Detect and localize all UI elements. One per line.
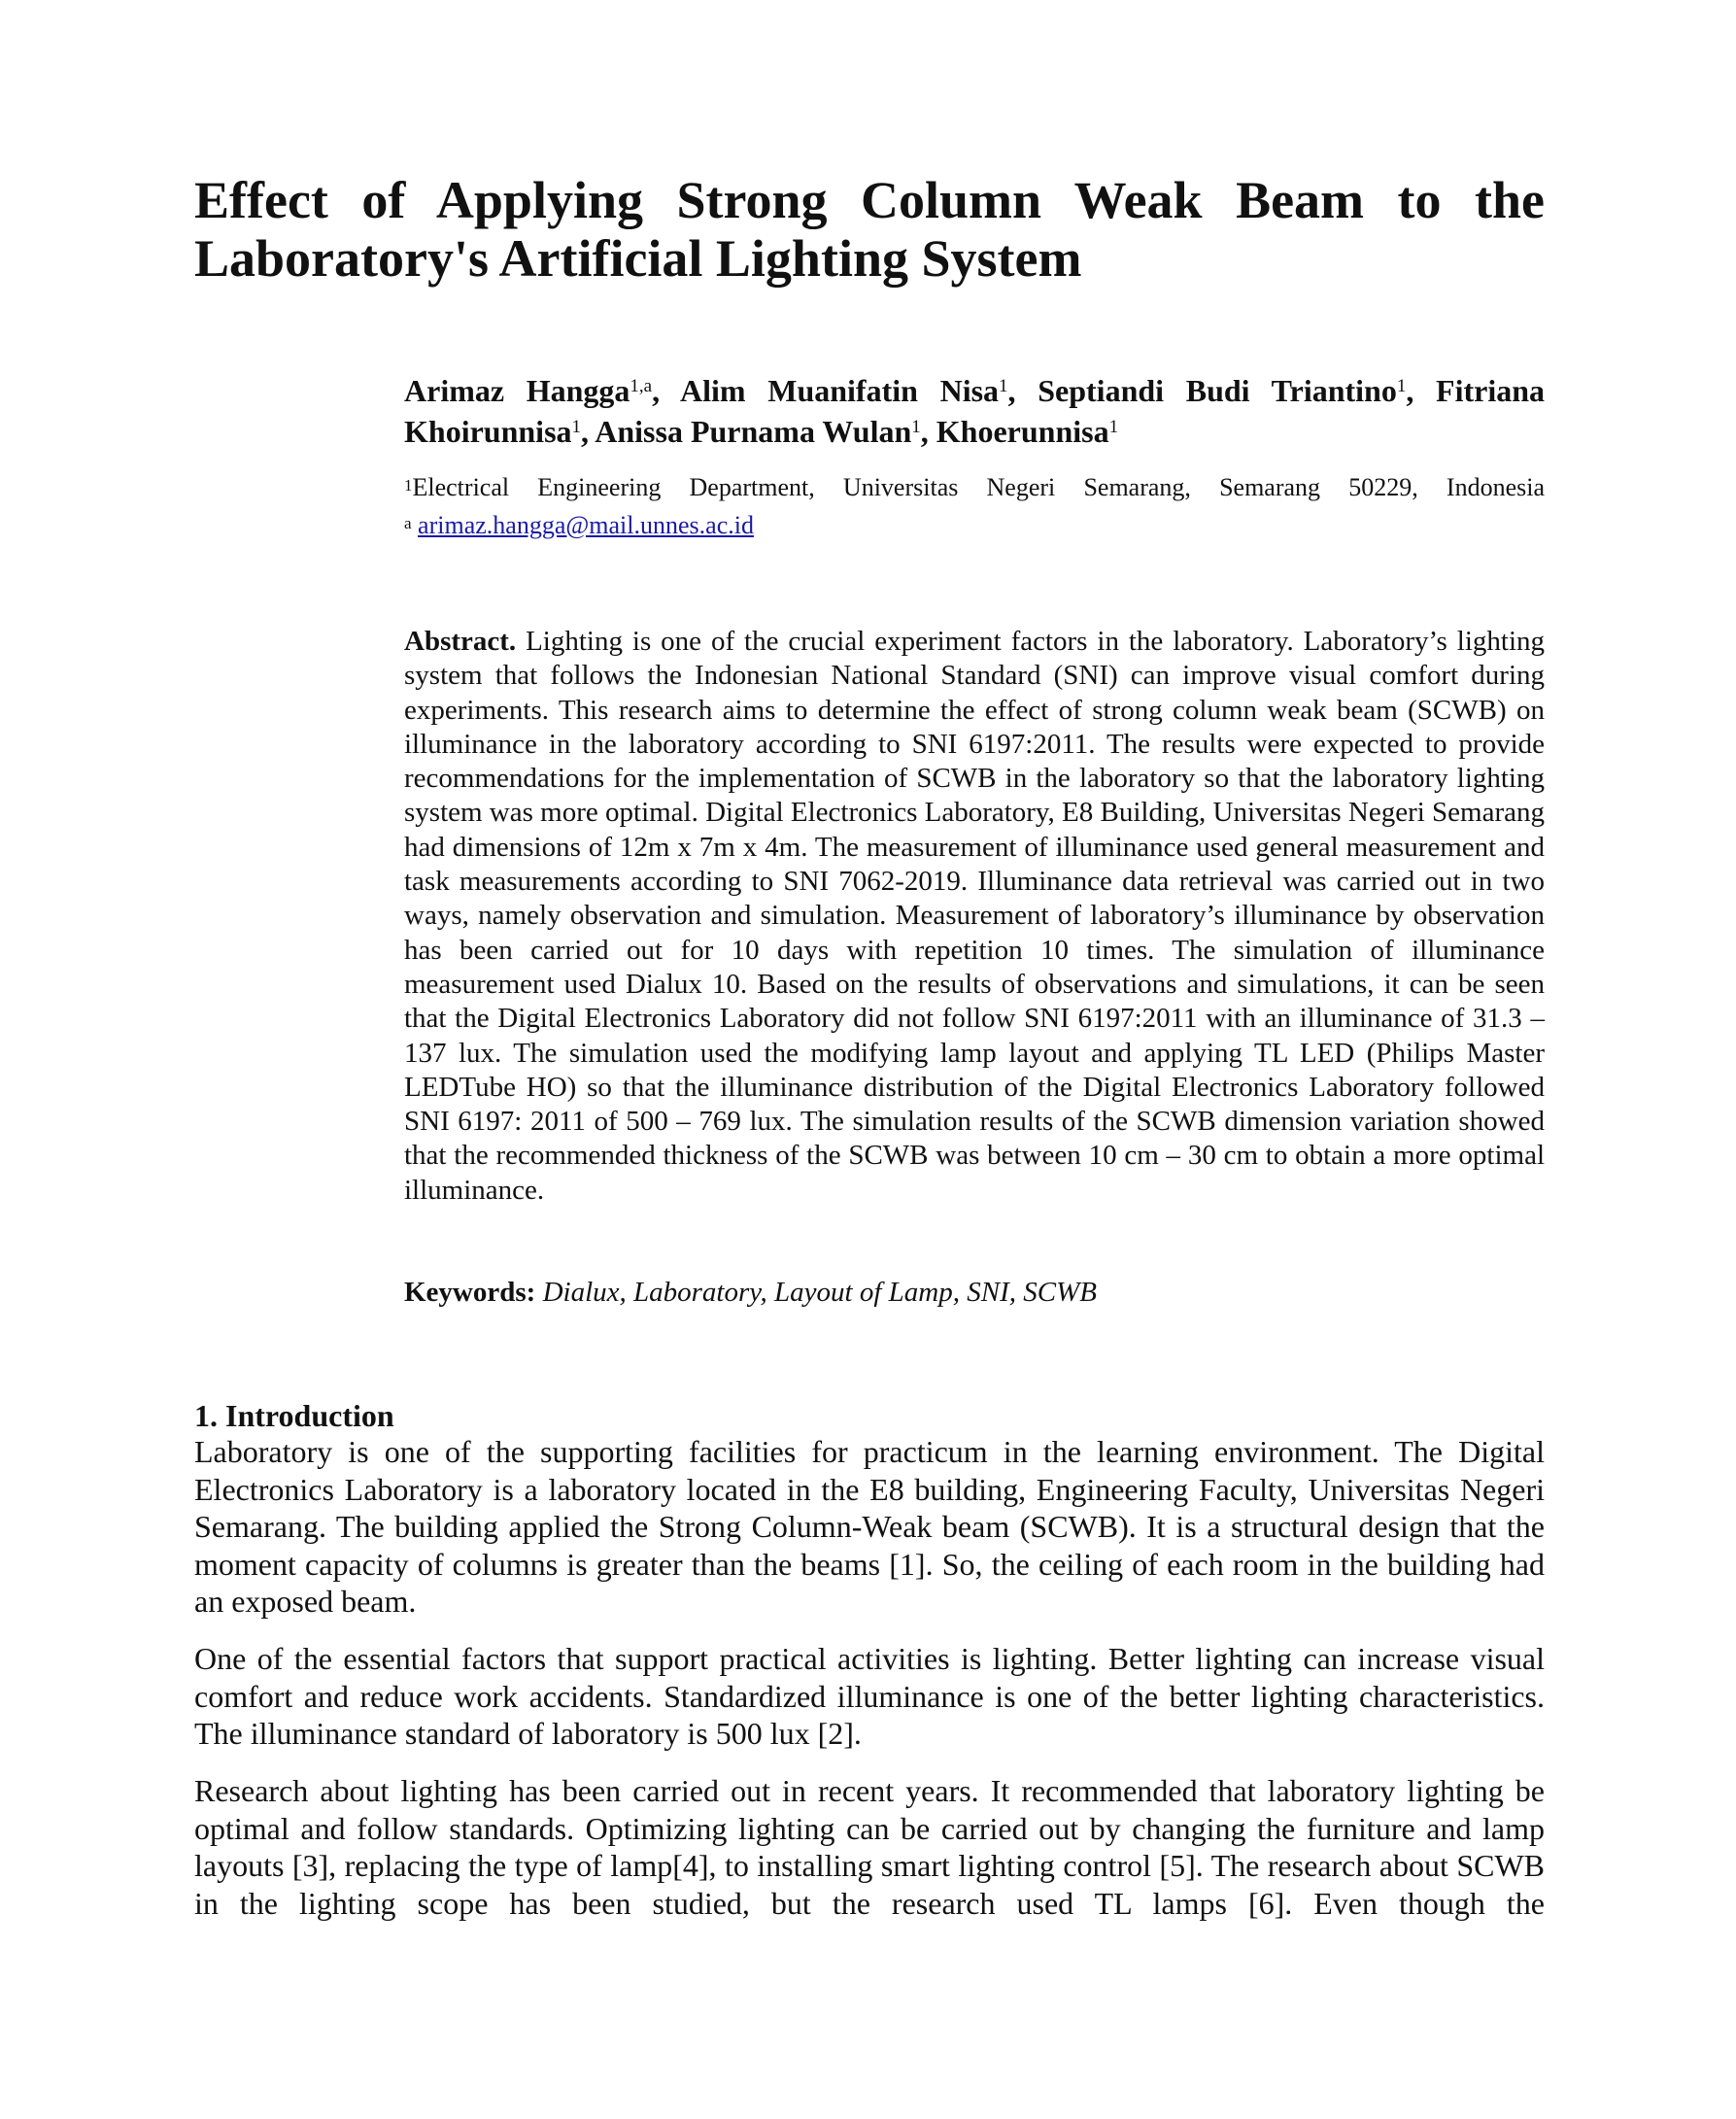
keywords-text: Dialux, Laboratory, Layout of Lamp, SNI, SCWB bbox=[542, 1277, 1097, 1308]
section-heading-introduction: 1. Introduction bbox=[194, 1398, 394, 1433]
author-name: Fitriana Khoirunnisa bbox=[404, 373, 1545, 449]
intro-paragraph-3: Research about lighting has been carried out in recent years. It recommended that laboratory lighting be optimal and follow standards. Optimizing lighting can be carried out by changing the furniture and lamp layouts [3], replacing the type of lamp[4], to installing smart lighting control [5]. The research about SCWB in the lighting scope has been studied, but the research used TL lamps [6]. Even though the bbox=[194, 1773, 1545, 1921]
keywords bbox=[404, 1275, 1545, 1310]
author-affiliation-mark: 1 bbox=[911, 417, 921, 437]
author-separator: , bbox=[1406, 373, 1437, 408]
author-affiliation-mark: 1,a bbox=[630, 376, 653, 396]
affiliation-text: Electrical Engineering Department, Universitas Negeri Semarang, Semarang 50229, Indonesia bbox=[412, 473, 1545, 501]
affiliation-line bbox=[404, 468, 1545, 506]
affiliation-mark: 1 bbox=[404, 476, 413, 495]
keywords-label: Keywords: bbox=[404, 1277, 536, 1308]
title-line-1: Effect of Applying Strong Column Weak Beam to the bbox=[194, 171, 1545, 229]
author-affiliation-mark: 1 bbox=[571, 417, 582, 437]
author-separator: , bbox=[652, 373, 681, 408]
author-name: Anissa Purnama Wulan bbox=[595, 414, 912, 449]
author-affiliation-mark: 1 bbox=[1396, 376, 1407, 396]
author-name: Arimaz Hangga bbox=[404, 373, 630, 408]
abstract-label: Abstract. bbox=[404, 626, 517, 657]
intro-paragraph-1: Laboratory is one of the supporting facilities for practicum in the learning environment. The Digital Electronics Laboratory is a laboratory located in the E8 building, Engineering Faculty, Universitas Negeri Semarang. The building applied the Strong Column-Weak beam (SCWB). It is a structural design that the moment capacity of columns is greater than the beams [1]. So, the ceiling of each room in the building had an exposed beam. bbox=[194, 1434, 1545, 1620]
email-link[interactable]: arimaz.hangga@mail.unnes.ac.id bbox=[418, 511, 754, 539]
email-line bbox=[404, 511, 754, 539]
author-name: Septiandi Budi Triantino bbox=[1038, 373, 1397, 408]
author-affiliation-mark: 1 bbox=[999, 376, 1008, 396]
email-mark: a bbox=[404, 514, 412, 532]
paper-title bbox=[194, 171, 1545, 288]
author-list bbox=[404, 370, 1545, 452]
author-name: Alim Muanifatin Nisa bbox=[680, 373, 1000, 408]
author-affiliation-mark: 1 bbox=[1108, 417, 1119, 437]
author-separator: , bbox=[1007, 373, 1038, 408]
author-separator: , bbox=[920, 414, 936, 449]
abstract-text: Lighting is one of the crucial experiment factors in the laboratory. Laboratory’s lighting system that follows the Indonesian National Standard (SNI) can improve visual comfort during experiments. This research aims to determine the effect of strong column weak beam (SCWB) on illuminance in the laboratory according to SNI 6197:2011. The results were expected to provide recommendations for the implementation of SCWB in the laboratory so that the laboratory lighting system was more optimal. Digital Electronics Laboratory, E8 Building, Universitas Negeri Semarang had dimensions of 12m x 7m x 4m. The measurement of illuminance used general measurement and task measurements according to SNI 7062-2019. Illuminance data retrieval was carried out in two ways, namely observation and simulation. Measurement of laboratory’s illuminance by observation has been carried out for 10 days with repetition 10 times. The simulation of illuminance measurement used Dialux 10. Based on the results of observations and simulations, it can be seen that the Digital Electronics Laboratory did not follow SNI 6197:2011 with an illuminance of 31.3 – 137 lux. The simulation used the modifying lamp layout and applying TL LED (Philips Master LEDTube HO) so that the illuminance distribution of the Digital Electronics Laboratory followed SNI 6197: 2011 of 500 – 769 lux. The simulation results of the SCWB dimension variation showed that the recommended thickness of the SCWB was between 10 cm – 30 cm to obtain a more optimal illuminance. bbox=[404, 626, 1545, 1206]
author-separator: , bbox=[581, 414, 596, 449]
author-name: Khoerunnisa bbox=[936, 414, 1109, 449]
affiliation-block bbox=[404, 468, 1545, 544]
abstract bbox=[404, 625, 1545, 1208]
intro-paragraph-2: One of the essential factors that support practical activities is lighting. Better lighting can increase visual comfort and reduce work accidents. Standardized illuminance is one of the better lighting characteristics. The illuminance standard of laboratory is 500 lux [2]. bbox=[194, 1641, 1545, 1752]
title-line-2: Laboratory's Artificial Lighting System bbox=[194, 229, 1082, 288]
